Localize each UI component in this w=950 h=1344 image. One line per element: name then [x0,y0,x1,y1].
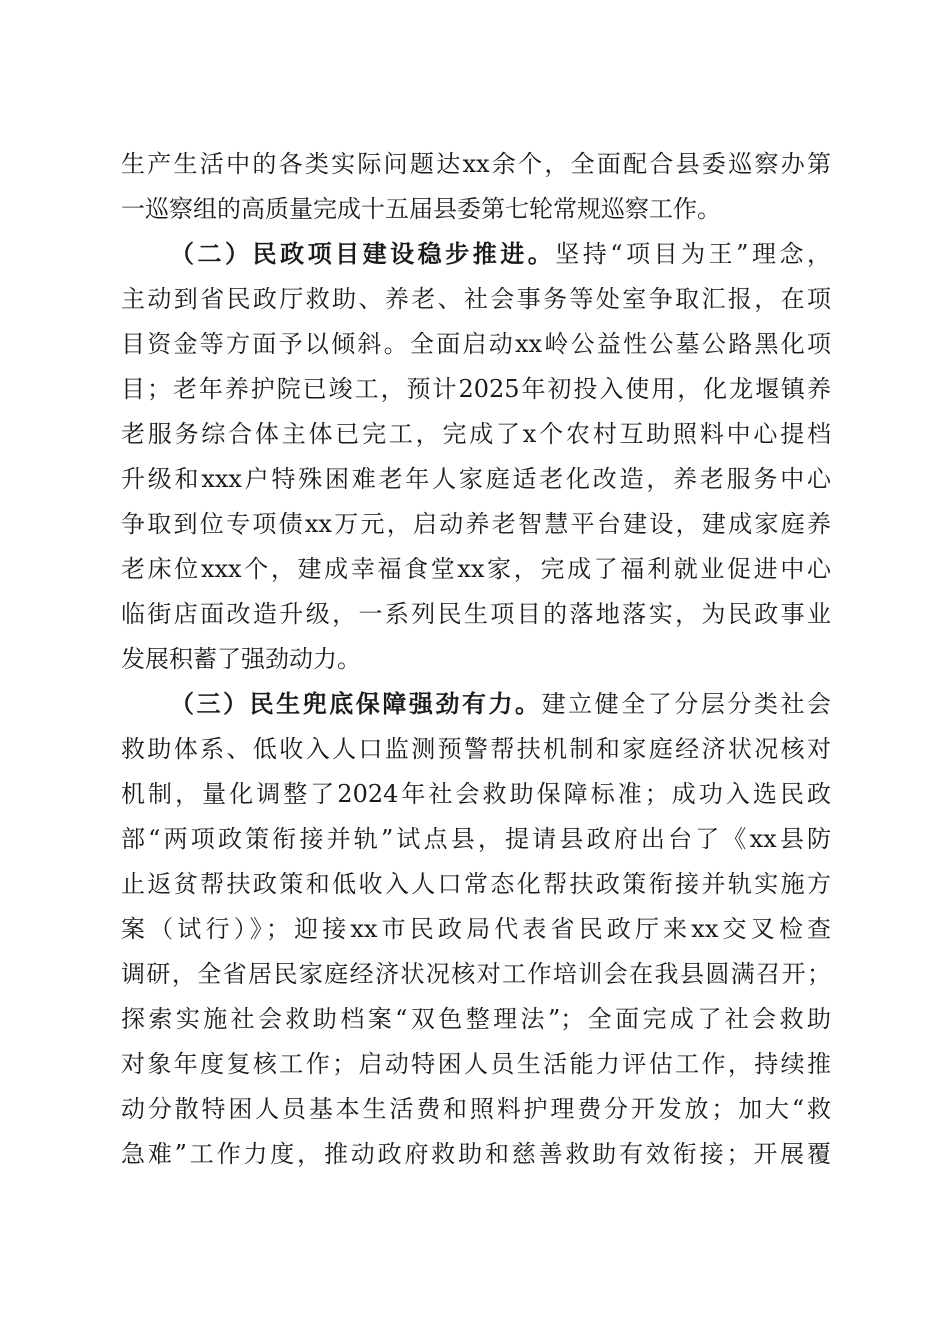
body-text-line: 调研，全省居民家庭经济状况核对工作培训会在我县圆满召开； [121,960,831,988]
body-text-line: 老服务综合体主体已完工，完成了x个农村互助照料中心提档 [121,420,831,448]
body-text-line: 争取到位专项债xx万元，启动养老智慧平台建设，建成家庭养 [121,510,831,538]
body-text-line: 临街店面改造升级，一系列民生项目的落地落实，为民政事业 [121,600,831,628]
body-text-line: 机制，量化调整了2024年社会救助保障标准；成功入选民政 [121,780,831,808]
body-text-line: 发展积蓄了强劲动力。 [121,645,361,673]
body-text-line: 案（试行）》；迎接xx市民政局代表省民政厅来xx交叉检查 [121,915,831,943]
body-text-run: 建立健全了分层分类社会 [541,690,831,718]
body-text-line: 生产生活中的各类实际问题达xx余个，全面配合县委巡察办第 [121,150,831,178]
body-text-line: 探索实施社会救助档案“双色整理法”；全面完成了社会救助 [121,1005,831,1033]
body-text-line: 目；老年养护院已竣工，预计2025年初投入使用，化龙堰镇养 [121,375,831,403]
body-text-line: 目资金等方面予以倾斜。全面启动xx岭公益性公墓公路黑化项 [121,330,831,358]
section-heading: （三）民生兜底保障强劲有力。 [170,689,542,718]
body-text-line: 一巡察组的高质量完成十五届县委第七轮常规巡察工作。 [121,195,721,223]
body-text-line: 对象年度复核工作；启动特困人员生活能力评估工作，持续推 [121,1050,831,1078]
body-text-line: 救助体系、低收入人口监测预警帮扶机制和家庭经济状况核对 [121,735,831,763]
body-text-run: 坚持“项目为王”理念， [555,240,831,268]
body-text-line: 止返贫帮扶政策和低收入人口常态化帮扶政策衔接并轨实施方 [121,870,831,898]
body-text-line: 主动到省民政厅救助、养老、社会事务等处室争取汇报，在项 [121,285,831,313]
body-text-line: 动分散特困人员基本生活费和照料护理费分开发放；加大“救 [121,1095,831,1123]
body-text-line: 老床位xxx个，建成幸福食堂xx家，完成了福利就业促进中心 [121,555,831,583]
section-heading: （二）民政项目建设稳步推进。 [170,239,556,268]
paragraph-first-line [170,684,831,724]
body-text-line: 急难”工作力度，推动政府救助和慈善救助有效衔接；开展覆 [121,1140,831,1168]
body-text-line: 升级和xxx户特殊困难老年人家庭适老化改造，养老服务中心 [121,465,831,493]
body-text-line: 部“两项政策衔接并轨”试点县，提请县政府出台了《xx县防 [121,825,831,853]
paragraph-first-line [170,234,831,274]
